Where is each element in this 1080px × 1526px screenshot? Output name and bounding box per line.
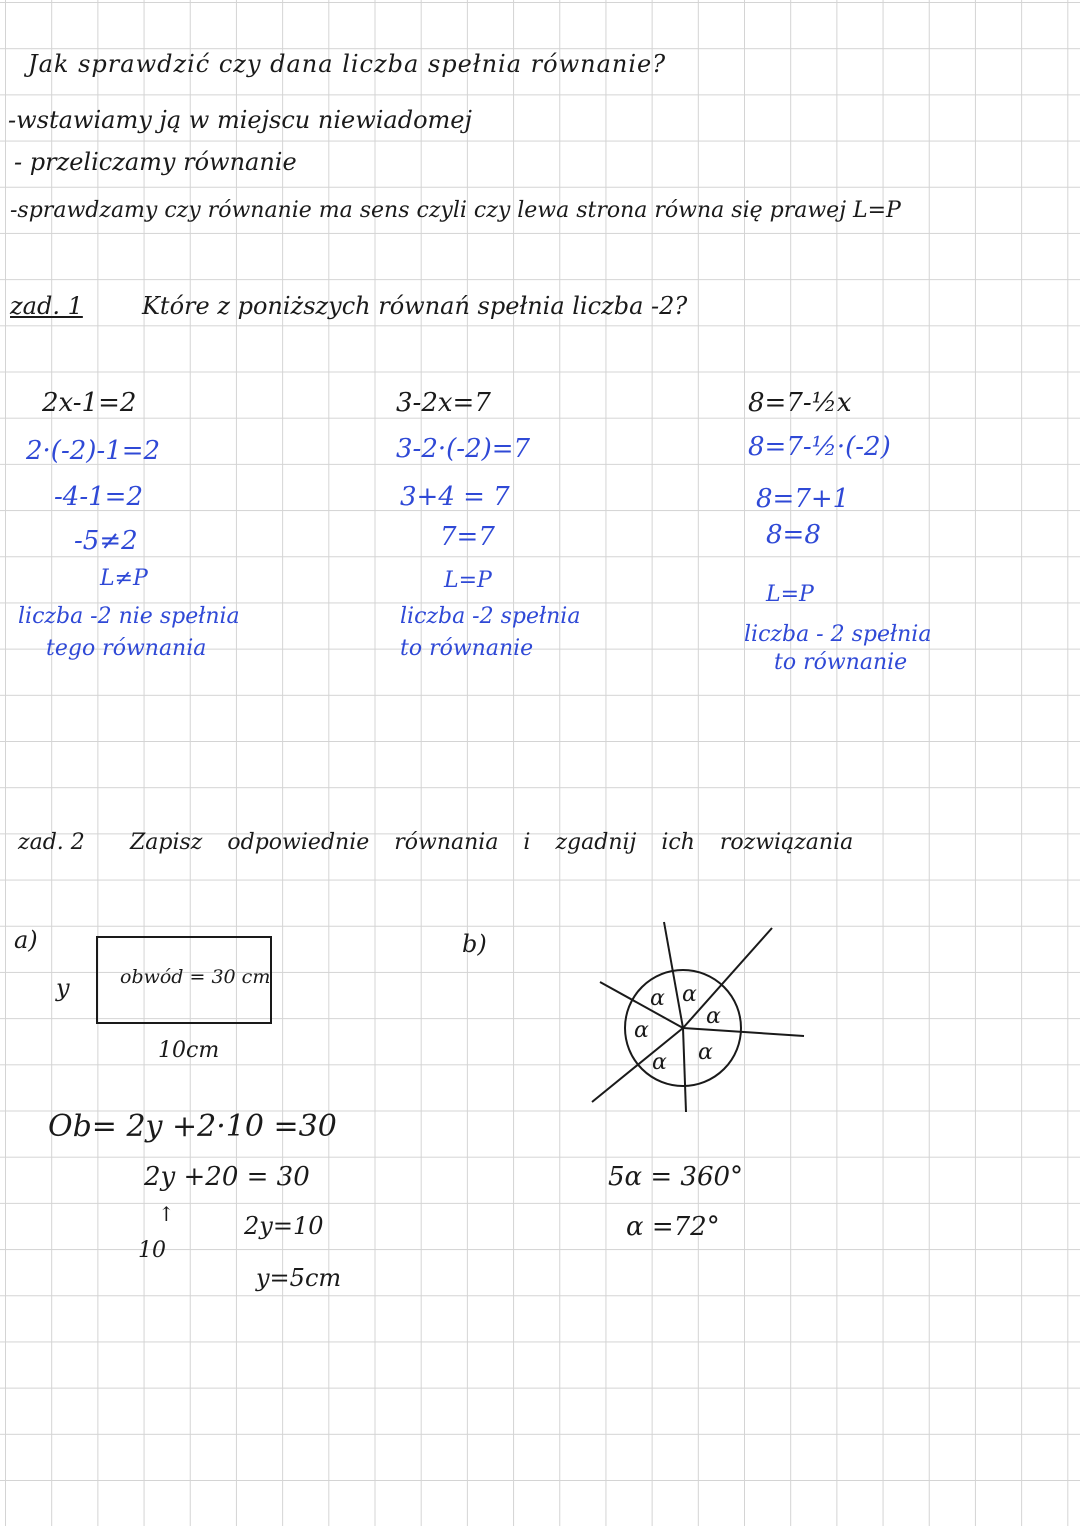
zad1-col2-line5: L=P	[444, 568, 492, 593]
rectangle-side-label: y	[56, 974, 70, 1002]
intro-step-3: -sprawdzamy czy równanie ma sens czyli czy lewa strona równa się prawej L=P	[10, 198, 901, 223]
zad2-b-label: b)	[462, 930, 487, 958]
zad2-b-solution-1: 5α = 360°	[608, 1162, 744, 1192]
zad1-question: Które z poniższych równań spełnia liczba -2?	[142, 292, 688, 320]
angle-label-4: α	[634, 1018, 649, 1043]
ray-down	[683, 1028, 686, 1112]
zad2-a-solution-4: y=5cm	[256, 1264, 342, 1292]
angle-label-3: α	[706, 1004, 721, 1029]
angle-label-5: α	[652, 1050, 667, 1075]
zad1-col1-conclusion-1: liczba -2 nie spełnia	[18, 604, 240, 629]
zad1-heading: zad. 1	[10, 292, 83, 320]
zad1-col3-line4: 8=8	[766, 520, 821, 550]
zad2-a-solution-2: 2y +20 = 30	[144, 1162, 310, 1192]
zad1-col1-conclusion-2: tego równania	[46, 636, 207, 661]
zad2-a-solution-1: Ob= 2y +2·10 =30	[48, 1109, 337, 1144]
zad1-col1-line2: 2·(-2)-1=2	[26, 436, 161, 466]
zad1-col1-eq: 2x-1=2	[42, 388, 137, 418]
zad1-col2-line3: 3+4 = 7	[400, 482, 510, 512]
rectangle-bottom-label: 10cm	[158, 1038, 220, 1063]
zad1-col3-conclusion-2: to równanie	[774, 650, 908, 675]
zad1-col2-line4: 7=7	[440, 522, 495, 552]
angle-label-1: α	[650, 986, 665, 1011]
zad2-task: Zapisz odpowiednie równania i zgadnij ich rozwiązania	[130, 830, 854, 855]
zad2-a-solution-note: 10	[138, 1238, 166, 1263]
zad2-heading: zad. 2	[18, 830, 85, 855]
zad1-col3-eq: 8=7-½x	[748, 388, 852, 418]
zad1-col1-line5: L≠P	[100, 566, 148, 591]
zad1-col3-conclusion-1: liczba - 2 spełnia	[744, 622, 932, 647]
zad1-col2-conclusion-2: to równanie	[400, 636, 534, 661]
ray-right	[683, 1028, 804, 1036]
rectangle-perimeter-label: obwód = 30 cm	[120, 966, 271, 988]
intro-title: Jak sprawdzić czy dana liczba spełnia równanie?	[28, 50, 667, 78]
intro-step-1: -wstawiamy ją w miejscu niewiadomej	[8, 106, 472, 134]
angle-label-2: α	[682, 982, 697, 1007]
zad2-b-solution-2: α =72°	[626, 1212, 720, 1242]
ray-up	[664, 922, 683, 1028]
zad1-col2-conclusion-1: liczba -2 spełnia	[400, 604, 581, 629]
zad1-col2-line2: 3-2·(-2)=7	[396, 434, 531, 464]
angle-label-6: α	[698, 1040, 713, 1065]
zad2-a-label: a)	[14, 926, 38, 954]
zad1-col3-line3: 8=7+1	[756, 484, 850, 514]
zad1-col1-line3: -4-1=2	[54, 482, 143, 512]
zad2-a-solution-3: 2y=10	[244, 1212, 324, 1240]
zad1-col3-line2: 8=7-½·(-2)	[748, 432, 891, 462]
zad1-col2-eq: 3-2x=7	[396, 388, 491, 418]
ray-up-right	[683, 928, 772, 1028]
zad1-col3-line5: L=P	[766, 582, 814, 607]
zad1-col1-line4: -5≠2	[74, 526, 138, 556]
intro-step-2: - przeliczamy równanie	[14, 148, 297, 176]
arrow-up-icon: ↑	[158, 1202, 175, 1226]
